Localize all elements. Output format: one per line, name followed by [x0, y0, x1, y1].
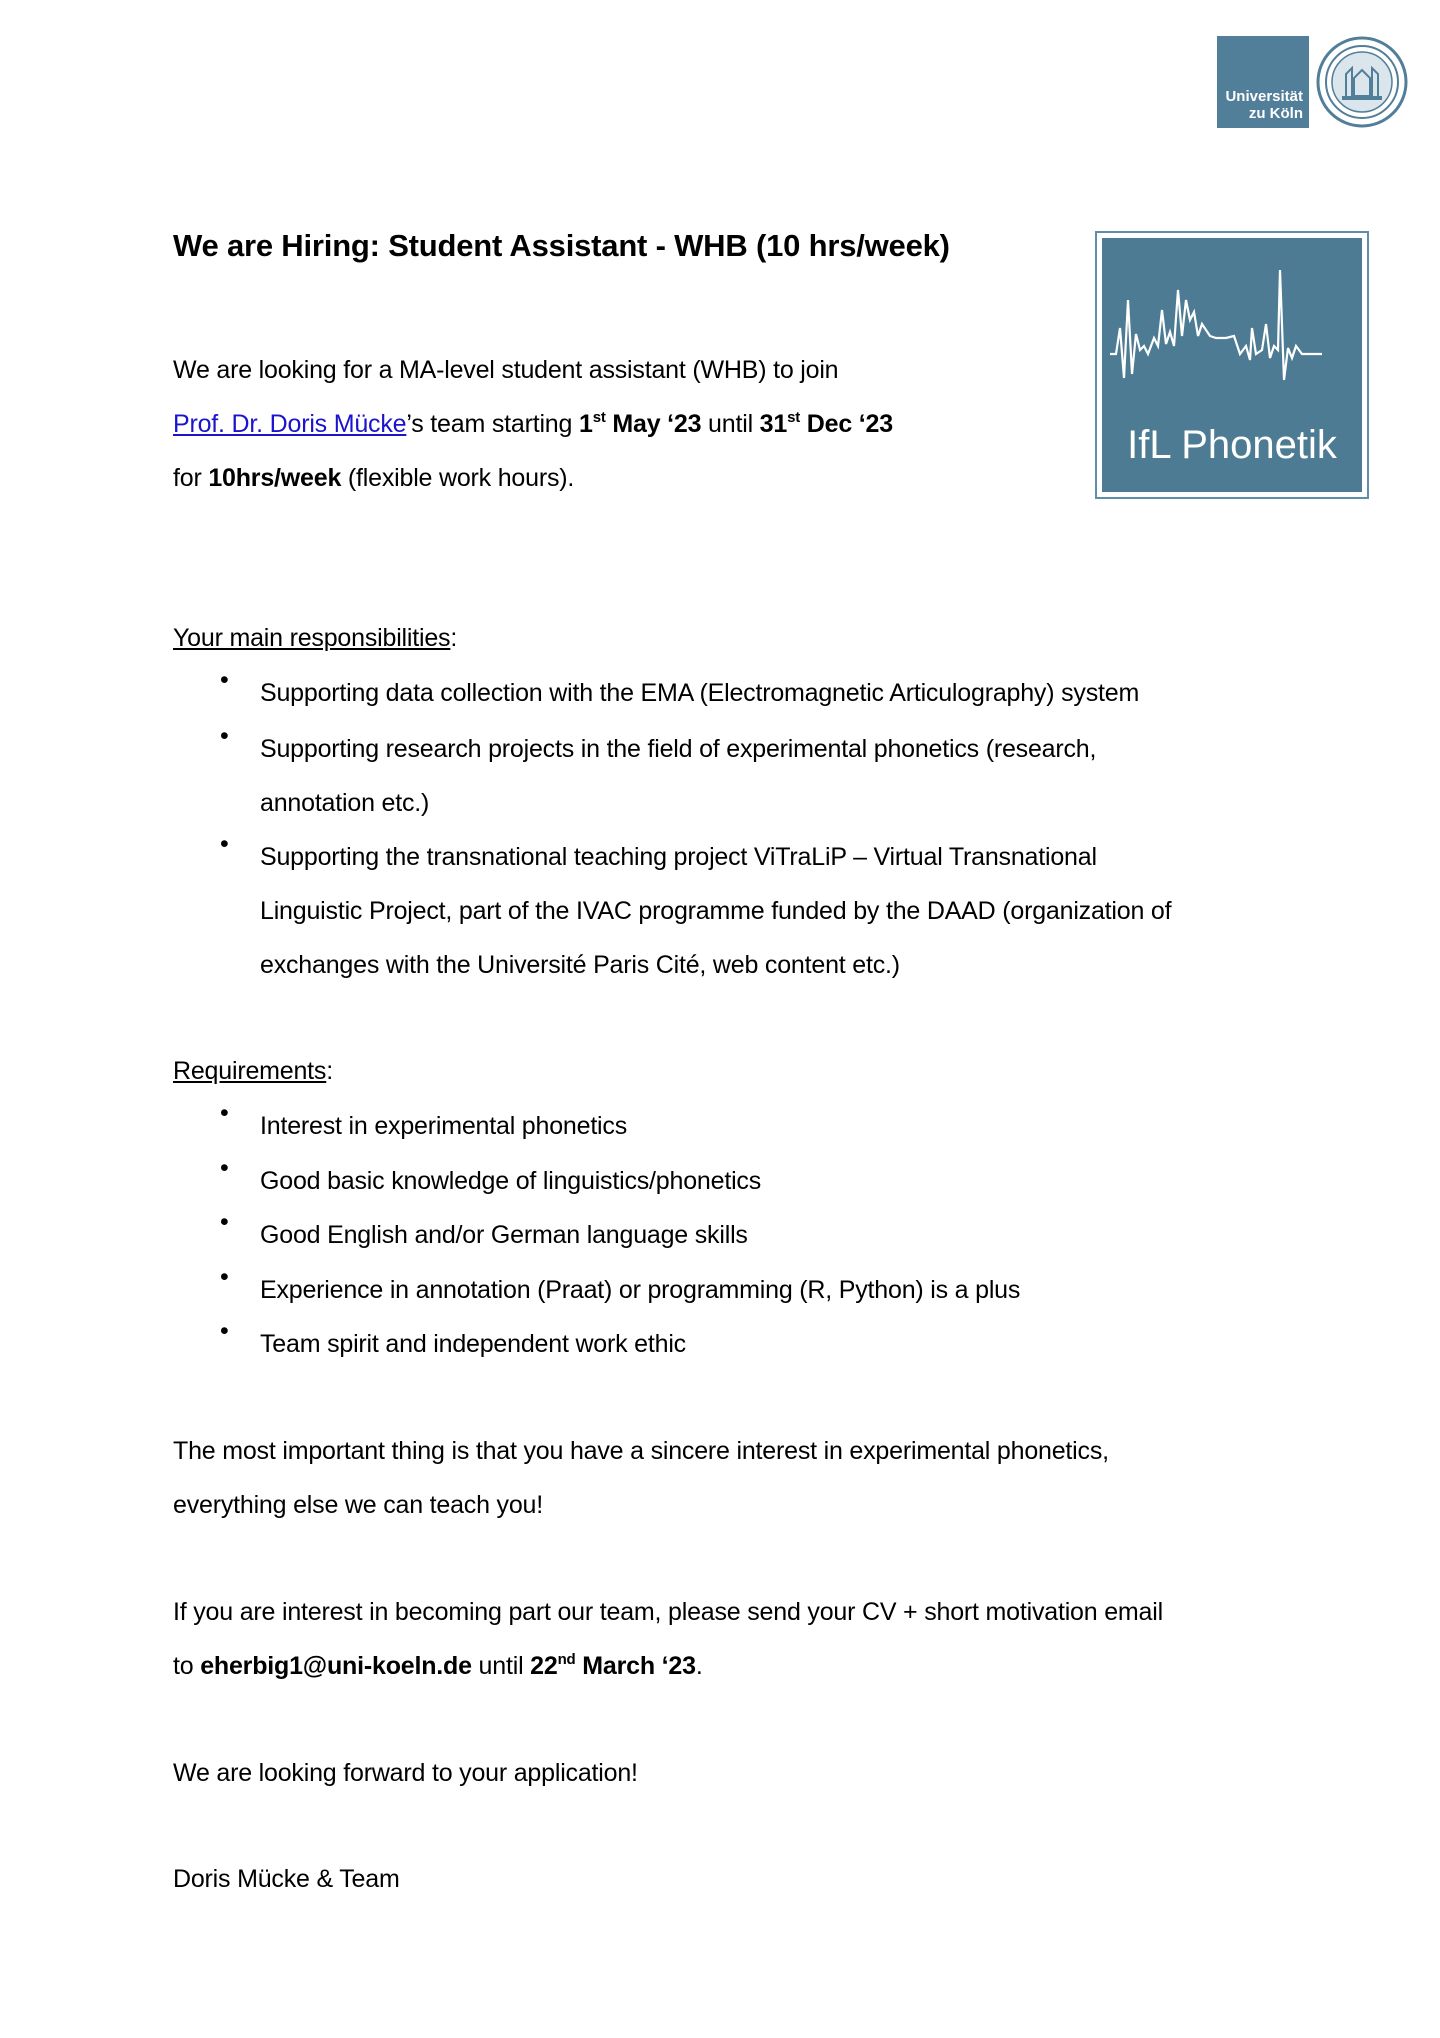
- list-item: Supporting research projects in the field of experimental phonetics (research,: [260, 735, 1097, 763]
- list-item: Good English and/or German language skills: [260, 1221, 748, 1249]
- bullet-icon: •: [220, 722, 229, 750]
- closing-paragraph-2-cont: to eherbig1@uni-koeln.de until 22nd March ‘23.: [173, 1651, 703, 1680]
- closing-paragraph-1-cont: everything else we can teach you!: [173, 1491, 544, 1519]
- bullet-icon: •: [220, 666, 229, 694]
- university-seal-icon: [1316, 36, 1408, 128]
- signature: Doris Mücke & Team: [173, 1865, 400, 1893]
- bullet-icon: •: [220, 1208, 229, 1236]
- ifl-phonetik-logo: [1095, 231, 1369, 499]
- requirements-heading: Requirements:: [173, 1057, 333, 1085]
- list-item: Experience in annotation (Praat) or programming (R, Python) is a plus: [260, 1276, 1021, 1304]
- intro-line-3: [173, 451, 574, 505]
- list-item: Supporting data collection with the EMA (Electromagnetic Articulography) system: [260, 679, 1140, 707]
- intro-team-text: ’s team starting: [406, 410, 579, 438]
- intro-until-text: until: [701, 410, 760, 438]
- hours-value: 10hrs/week: [208, 464, 342, 492]
- waveform-icon: [1102, 250, 1362, 400]
- list-item: Good basic knowledge of linguistics/phonetics: [260, 1167, 762, 1195]
- intro-for-text: for: [173, 464, 209, 492]
- ifl-phonetik-label: IfL Phonetik: [1127, 423, 1337, 467]
- page-title: We are Hiring: Student Assistant - WHB (10 hrs/week): [173, 228, 950, 263]
- list-item-continuation: exchanges with the Université Paris Cité, web content etc.): [260, 951, 900, 979]
- closing-paragraph-2: If you are interest in becoming part our team, please send your CV + short motivation email: [173, 1598, 1163, 1626]
- list-item: Interest in experimental phonetics: [260, 1112, 628, 1140]
- intro-text-1: We are looking for a MA-level student assistant (WHB) to join: [173, 356, 839, 384]
- university-logo-line2: zu Köln: [1248, 105, 1303, 122]
- deadline-date: 22nd March ‘23: [530, 1651, 696, 1680]
- intro-flex-text: (flexible work hours).: [341, 464, 575, 492]
- responsibilities-heading: Your main responsibilities:: [173, 624, 458, 652]
- end-date: 31st Dec ‘23: [759, 409, 893, 438]
- closing-paragraph-1: The most important thing is that you have a sincere interest in experimental phonetics,: [173, 1437, 1109, 1465]
- prof-link[interactable]: Prof. Dr. Doris Mücke: [173, 410, 407, 438]
- bullet-icon: •: [220, 1099, 229, 1127]
- bullet-icon: •: [220, 1317, 229, 1345]
- bullet-icon: •: [220, 1263, 229, 1291]
- intro-line-2: [173, 397, 893, 451]
- bullet-icon: •: [220, 830, 229, 858]
- list-item: Supporting the transnational teaching project ViTraLiP – Virtual Transnational: [260, 843, 1097, 871]
- start-date: 1st May ‘23: [578, 409, 702, 438]
- list-item-continuation: Linguistic Project, part of the IVAC programme funded by the DAAD (organization of: [260, 897, 1172, 925]
- list-item: Team spirit and independent work ethic: [260, 1330, 686, 1358]
- contact-email[interactable]: eherbig1@uni-koeln.de: [200, 1652, 472, 1680]
- list-item-continuation: annotation etc.): [260, 789, 430, 817]
- university-logo: [1217, 36, 1309, 128]
- closing-paragraph-3: We are looking forward to your application!: [173, 1759, 638, 1787]
- bullet-icon: •: [220, 1154, 229, 1182]
- intro-line-1: [173, 343, 838, 397]
- university-logo-line1: Universität: [1225, 88, 1303, 105]
